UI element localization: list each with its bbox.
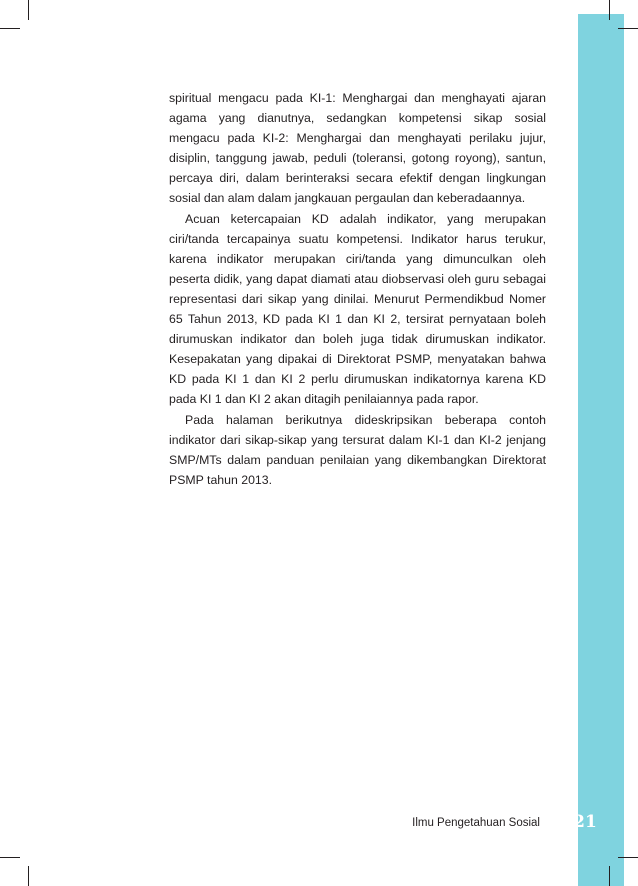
paragraph-next-page: Pada halaman berikutnya dideskripsikan beberapa contoh indikator dari sikap-sikap yang tersurat dalam KI-1 dan KI-2 jenjang SMP/MTs dalam panduan penilaian yang dikembangkan Direktorat PSMP tahun 2013. (169, 412, 546, 487)
crop-mark-top-left-h (0, 28, 20, 29)
crop-mark-bottom-right-v (609, 866, 610, 886)
paragraph-indicator: Acuan ketercapaian KD adalah indikator, yang merupakan ciri/tanda tercapainya suatu kompetensi. Indikator harus terukur, karena indikator merupakan ciri/tanda yang dimunculkan oleh peserta didik, yang dapat diamati atau diobservasi oleh guru sebagai representasi dari sikap yang dinilai. Menurut Permendikbud Nomer 65 Tahun 2013, KD pada KI 1 dan KI 2, tersirat pernyataan boleh dirumuskan indikator dan boleh juga tidak dirumuskan indikator. Kesepakatan yang dipakai di Direktorat PSMP, menyatakan bahwa KD pada KI 1 dan KI 2 perlu dirumuskan indikatornya karena KD pada KI 1 dan KI 2 akan ditagih penilaiannya pada rapor. (169, 211, 546, 407)
paragraph-spiritual-social: spiritual mengacu pada KI-1: Menghargai dan menghayati ajaran agama yang dianutnya, sedangkan kompetensi sikap sosial mengacu pada KI-2: Menghargai dan menghayati perilaku jujur, disiplin, tanggung jawab, peduli (toleransi, gotong royong), santun, percaya diri, dalam berinteraksi secara efektif dengan lingkungan sosial dan alam dalam jangkauan pergaulan dan keberadaannya. (169, 91, 546, 206)
page-number: 21 (573, 812, 597, 832)
crop-mark-bottom-left-v (28, 866, 29, 886)
crop-mark-bottom-left-h (0, 857, 20, 858)
crop-mark-top-right-h (618, 28, 638, 29)
crop-mark-bottom-right-h (618, 857, 638, 858)
body-text (169, 88, 546, 490)
crop-mark-top-right-v (609, 0, 610, 20)
crop-mark-top-left-v (28, 0, 29, 20)
side-color-tab (578, 14, 624, 886)
footer-subject: Ilmu Pengetahuan Sosial (412, 817, 540, 829)
